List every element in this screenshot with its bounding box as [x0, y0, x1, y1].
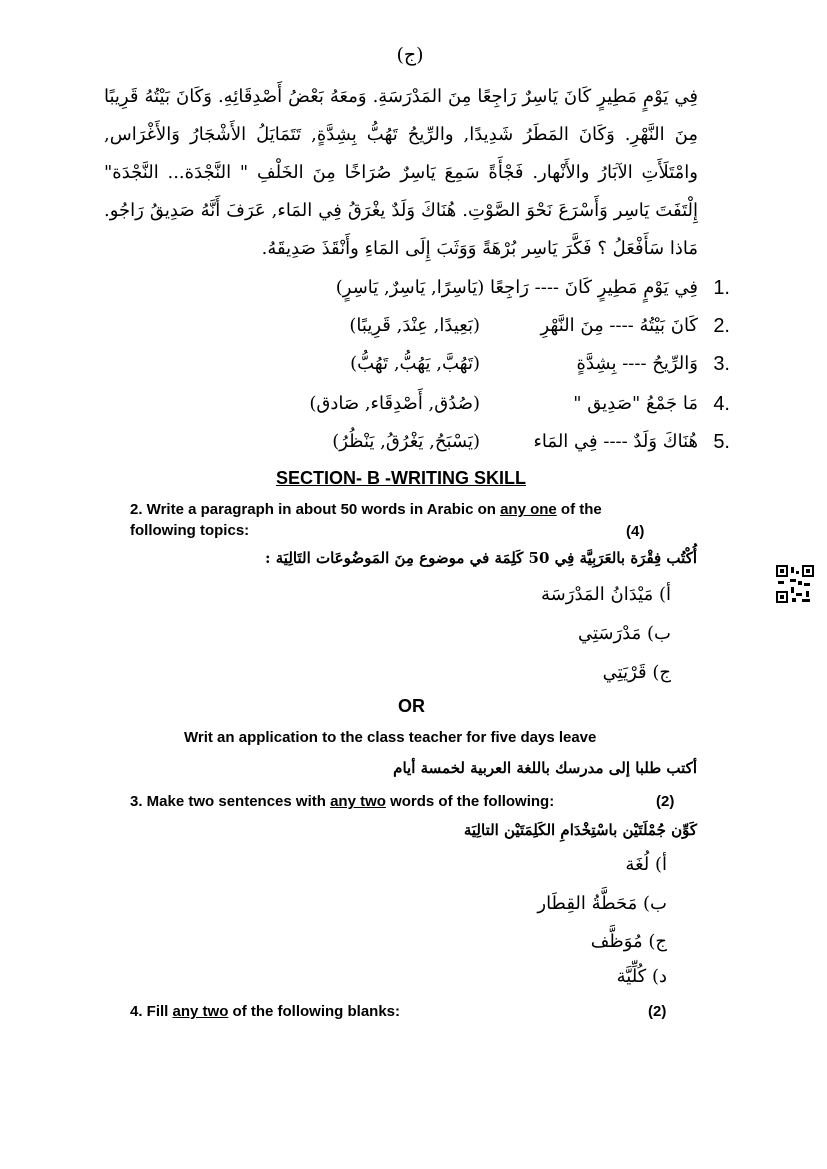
list-item: [300, 313, 730, 343]
q3-line: 3. Make two sentences with any two words of the following:: [130, 793, 555, 810]
topic-c: ج) قَرْيَتِي: [602, 662, 671, 683]
list-item: [290, 429, 730, 459]
word-d: د) كُلِّيَّة: [616, 966, 667, 987]
item-options: (تَهُبَّ, يَهُبُّ, تَهُبُّ): [350, 353, 480, 374]
section-title: SECTION- B -WRITING SKILL: [276, 468, 526, 488]
q2-line1: 2. Write a paragraph in about 50 words in Arabic on any one of the: [130, 501, 602, 518]
q4-marks: (2): [648, 1003, 667, 1020]
item-question: وَالرِّيحُ ---- بِشِدَّةٍ: [576, 353, 698, 374]
word-b: ب) مَحَطَّةُ القِطَار: [537, 893, 667, 914]
topic-b: ب) مَدْرَسَتِي: [578, 623, 671, 644]
list-item: [300, 275, 730, 305]
q2-line2: following topics:: [130, 522, 250, 539]
q3-arabic-instruction: كَوِّن جُمْلَتَيْن باسْتِخْدَامِ الكَلِمَتَيْن التالِيَة: [463, 821, 697, 839]
q2-arabic-instruction: أُكْتُب فِقْرَة بالعَرَبِيَّة فِي 50 كَلِمَة في موضوع مِنَ المَوضُوعَات التَالِيَة :: [265, 549, 697, 567]
topic-a: أ) مَيْدَانُ المَدْرَسَة: [541, 584, 671, 605]
item-number: 3.: [713, 353, 730, 375]
item-options: (صُدُق, أَصْدِقَاء, صَادق): [309, 393, 480, 414]
q3-marks: (2): [656, 793, 675, 810]
item-question: مَا جَمْعُ "صَدِيق ": [573, 393, 698, 414]
item-number: 4.: [713, 393, 730, 415]
item-question: هُنَاكَ وَلَدٌ ---- فِي المَاء: [533, 431, 698, 452]
list-item: [290, 391, 730, 421]
item-number: 1.: [713, 277, 730, 299]
word-a: أ) لُغَة: [625, 854, 667, 875]
q4-line: 4. Fill any two of the following blanks:: [130, 1003, 401, 1020]
list-item: [300, 351, 730, 381]
q2-alt-arabic: أكتب طلبا إلى مدرسك باللغة العربية لخمسة أيام: [393, 759, 697, 777]
item-number: 2.: [713, 315, 730, 337]
item-question: فِي يَوْمٍ مَطِيرٍ كَانَ ---- رَاجِعًا (يَاسِرًا, يَاسِرٌ, يَاسِرٍ): [335, 277, 698, 298]
qr-code-icon: [776, 565, 814, 603]
q2-alt-english: Writ an application to the class teacher for five days leave: [184, 729, 597, 746]
item-options: (بَعِيدًا, عِنْدَ, قَرِيبًا): [349, 315, 480, 336]
reading-passage: فِي يَوْمٍ مَطِيرٍ كَانَ يَاسِرٌ رَاجِعًا مِنَ المَدْرَسَةِ. وَمعَهُ بَعْضُ أَصْدِقَائِهِ. وَكَانَ بَيْتُهُ قَرِيبًا مِنَ النَّهْرِ. وَكَانَ المَطَرُ شَدِيدًا, والرِّيحُ تَهُبُّ بِشِدَّةٍ, تَتَمَايَلُ الأَشْجَارُ وَالأَغْرَاس, وامْتَلَأَتِ الآبَارُ والأَنْهار. فَجْأَةً سَمِعَ يَاسِرٌ صُرَاخًا مِنَ الخَلْفِ " النَّجْدَة... النَّجْدَة" إِلْتَفَتَ يَاسِر وَأَسْرَعَ نَحْوَ الصَّوْتِ. هُنَاكَ وَلَدٌ يغْرَقُ فِي المَاء, عَرَفَ أَنَّهُ صَدِيقُ رَاجُو. مَاذا سَأَفْعَلُ ؟ فَكَّرَ يَاسِر بُرْهَةً وَوَثَبَ إِلَى المَاءِ وأَنْقَذَ صَدِيقَهُ.: [104, 86, 698, 259]
q2-marks: (4): [626, 523, 645, 540]
item-question: كَانَ بَيْتُهُ ---- مِنَ النَّهْرِ: [540, 315, 698, 336]
or-label: OR: [398, 696, 425, 716]
word-c: ج) مُوَظَّف: [590, 931, 667, 952]
page-letter: (ج): [396, 44, 424, 66]
item-options: (يَسْبَحُ, يَغْرُقُ, يَنْظُرُ): [332, 431, 480, 452]
item-number: 5.: [713, 431, 730, 453]
